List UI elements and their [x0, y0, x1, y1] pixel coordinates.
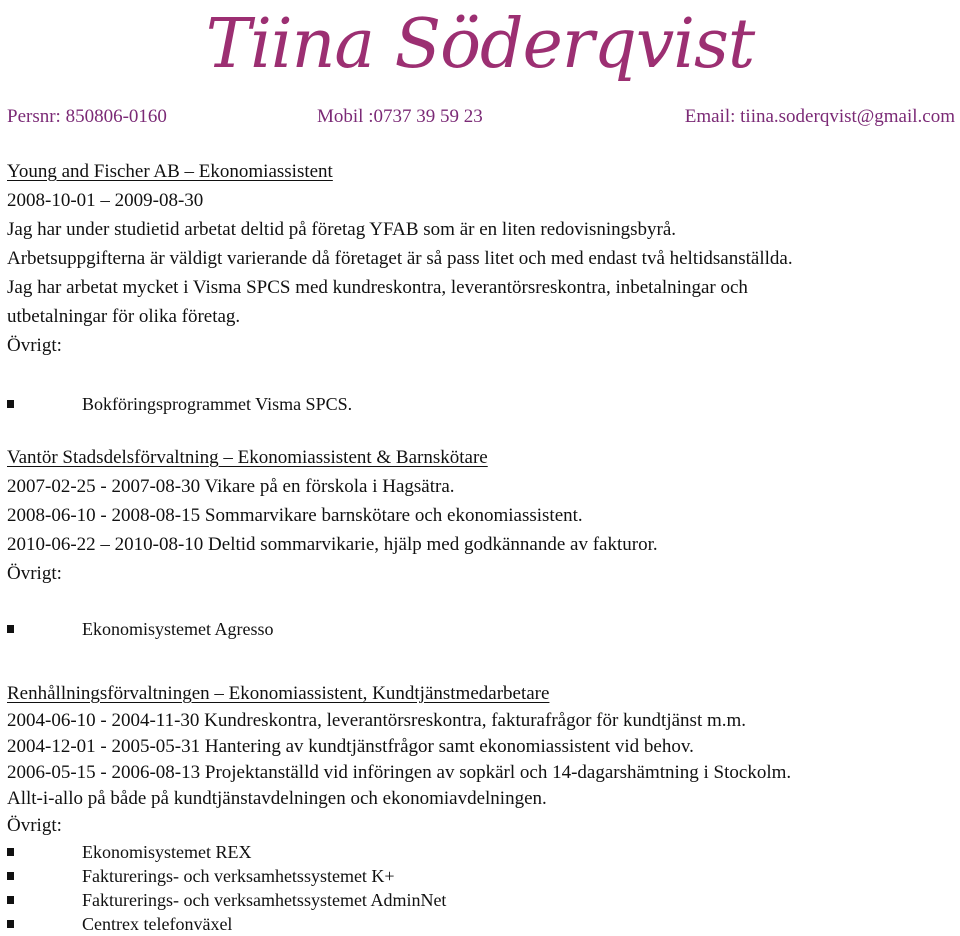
- job3-bullets: [7, 840, 957, 936]
- job-period-line: 2004-12-01 - 2005-05-31 Hantering av kundtjänstfrågor samt ekonomiassistent vid behov.: [7, 736, 694, 757]
- job-title: Renhållningsförvaltningen – Ekonomiassistent, Kundtjänstmedarbetare: [7, 683, 550, 704]
- job2-bullets: [7, 617, 957, 641]
- job-renhallning: [7, 680, 957, 840]
- ovrigt-label: Övrigt:: [7, 335, 62, 356]
- bullet-text: Ekonomisystemet REX: [82, 842, 252, 862]
- bullet-text: Centrex telefonväxel: [82, 914, 233, 934]
- bullet-square-icon: [7, 896, 14, 904]
- bullet-item: [7, 840, 957, 864]
- bullet-text: Bokföringsprogrammet Visma SPCS.: [82, 394, 353, 414]
- bullet-item: [7, 912, 957, 936]
- bullet-item: [7, 864, 957, 888]
- job-description-line: Allt-i-allo på både på kundtjänstavdelningen och ekonomiavdelningen.: [7, 788, 547, 809]
- bullet-text: Fakturerings- och verksamhetssystemet AdminNet: [82, 890, 447, 910]
- job-description-line: Jag har arbetat mycket i Visma SPCS med kundreskontra, leverantörsreskontra, inbetalningar och: [7, 277, 748, 298]
- email-address: Email: tiina.soderqvist@gmail.com: [684, 106, 955, 127]
- job-title: Vantör Stadsdelsförvaltning – Ekonomiassistent & Barnskötare: [7, 447, 488, 468]
- job-description-line: Arbetsuppgifterna är väldigt varierande då företaget är så pass litet och med endast två heltidsanställda.: [7, 248, 793, 269]
- bullet-text: Fakturerings- och verksamhetssystemet K+: [82, 866, 395, 886]
- job-period-line: 2007-02-25 - 2007-08-30 Vikare på en förskola i Hagsätra.: [7, 476, 455, 497]
- job1-bullets: [7, 392, 957, 416]
- bullet-square-icon: [7, 920, 14, 928]
- bullet-square-icon: [7, 872, 14, 880]
- job-young-fischer: [7, 157, 957, 360]
- job-period-line: 2004-06-10 - 2004-11-30 Kundreskontra, leverantörsreskontra, fakturafrågor för kundtjänst m.m.: [7, 710, 747, 731]
- resume-name: Tiina Söderqvist: [205, 5, 755, 84]
- bullet-text: Ekonomisystemet Agresso: [82, 619, 274, 639]
- bullet-item: [7, 888, 957, 912]
- job-description-line: utbetalningar för olika företag.: [7, 306, 241, 327]
- mobile-number: Mobil :0737 39 59 23: [317, 106, 483, 127]
- bullet-item: [7, 617, 957, 641]
- job-period-line: 2008-06-10 - 2008-08-15 Sommarvikare barnskötare och ekonomiassistent.: [7, 505, 583, 526]
- job-title: Young and Fischer AB – Ekonomiassistent: [7, 161, 333, 182]
- bullet-square-icon: [7, 848, 14, 856]
- job-period-line: 2010-06-22 – 2010-08-10 Deltid sommarvikarie, hjälp med godkännande av fakturor.: [7, 534, 658, 555]
- job-dates: 2008-10-01 – 2009-08-30: [7, 190, 204, 211]
- bullet-square-icon: [7, 400, 14, 408]
- bullet-item: [7, 392, 957, 416]
- job-vantor: [7, 443, 957, 588]
- job-description-line: Jag har under studietid arbetat deltid på företag YFAB som är en liten redovisningsbyrå.: [7, 219, 677, 240]
- ovrigt-label: Övrigt:: [7, 815, 62, 836]
- persnr: Persnr: 850806-0160: [7, 106, 167, 127]
- ovrigt-label: Övrigt:: [7, 563, 62, 584]
- bullet-square-icon: [7, 625, 14, 633]
- job-period-line: 2006-05-15 - 2006-08-13 Projektanställd vid införingen av sopkärl och 14-dagarshämtning i Stockolm.: [7, 762, 792, 783]
